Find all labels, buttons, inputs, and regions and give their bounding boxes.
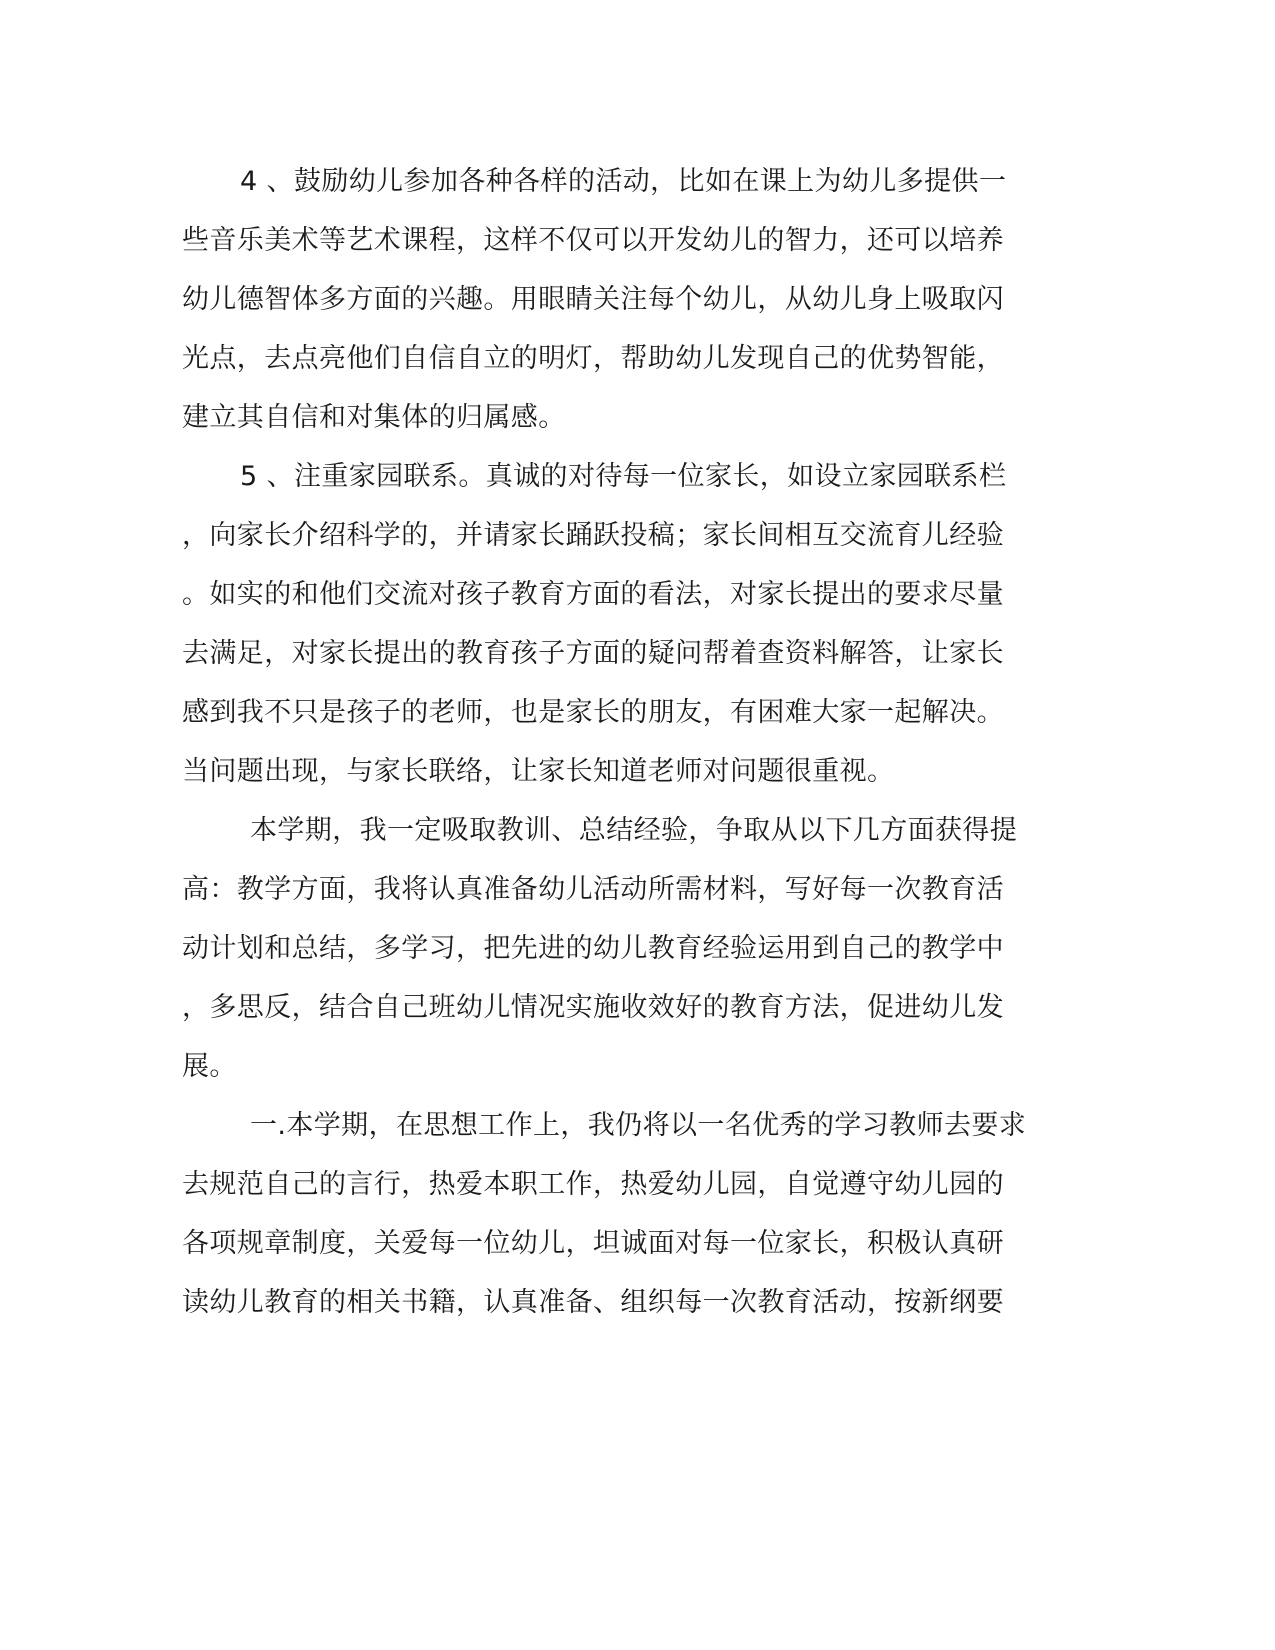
- paragraph-2-line-4: 去满足，对家长提出的教育孩子方面的疑问帮着查资料解答，让家长: [182, 638, 1004, 669]
- paragraph-1-line-3: 幼儿德智体多方面的兴趣。用眼睛关注每个幼儿，从幼儿身上吸取闪: [182, 284, 1004, 315]
- paragraph-2-line-6: 当问题出现，与家长联络，让家长知道老师对问题很重视。: [182, 756, 895, 787]
- paragraph-1-line-1: 4 、鼓励幼儿参加各种各样的活动，比如在课上为幼儿多提供一: [240, 166, 1007, 197]
- paragraph-4-line-3: 各项规章制度，关爱每一位幼儿，坦诚面对每一位家长，积极认真研: [182, 1228, 1004, 1259]
- paragraph-2-line-3: 。如实的和他们交流对孩子教育方面的看法，对家长提出的要求尽量: [182, 579, 1004, 610]
- paragraph-1-line-5: 建立其自信和对集体的归属感。: [182, 402, 566, 433]
- paragraph-3-line-4: ，多思反，结合自己班幼儿情况实施收效好的教育方法，促进幼儿发: [182, 992, 1004, 1023]
- paragraph-3-line-1: 本学期，我一定吸取教训、总结经验，争取从以下几方面获得提: [250, 815, 1018, 846]
- paragraph-2-line-1: 5 、注重家园联系。真诚的对待每一位家长，如设立家园联系栏: [240, 461, 1007, 492]
- paragraph-1-line-2: 些音乐美术等艺术课程，这样不仅可以开发幼儿的智力，还可以培养: [182, 225, 1004, 256]
- paragraph-1-line-4: 光点，去点亮他们自信自立的明灯，帮助幼儿发现自己的优势智能，: [182, 343, 1004, 374]
- paragraph-4-line-4: 读幼儿教育的相关书籍，认真准备、组织每一次教育活动，按新纲要: [182, 1287, 1004, 1318]
- paragraph-3-line-5: 展。: [182, 1051, 237, 1082]
- paragraph-2-line-2: ，向家长介绍科学的，并请家长踊跃投稿；家长间相互交流育儿经验: [182, 520, 1004, 551]
- paragraph-3-line-3: 动计划和总结，多学习，把先进的幼儿教育经验运用到自己的教学中: [182, 933, 1004, 964]
- paragraph-4-line-1: 一.本学期，在思想工作上，我仍将以一名优秀的学习教师去要求: [250, 1110, 1027, 1141]
- paragraph-3-line-2: 高：教学方面，我将认真准备幼儿活动所需材料，写好每一次教育活: [182, 874, 1004, 905]
- paragraph-4-line-2: 去规范自己的言行，热爱本职工作，热爱幼儿园，自觉遵守幼儿园的: [182, 1169, 1004, 1200]
- paragraph-2-line-5: 感到我不只是孩子的老师，也是家长的朋友，有困难大家一起解决。: [182, 697, 1004, 728]
